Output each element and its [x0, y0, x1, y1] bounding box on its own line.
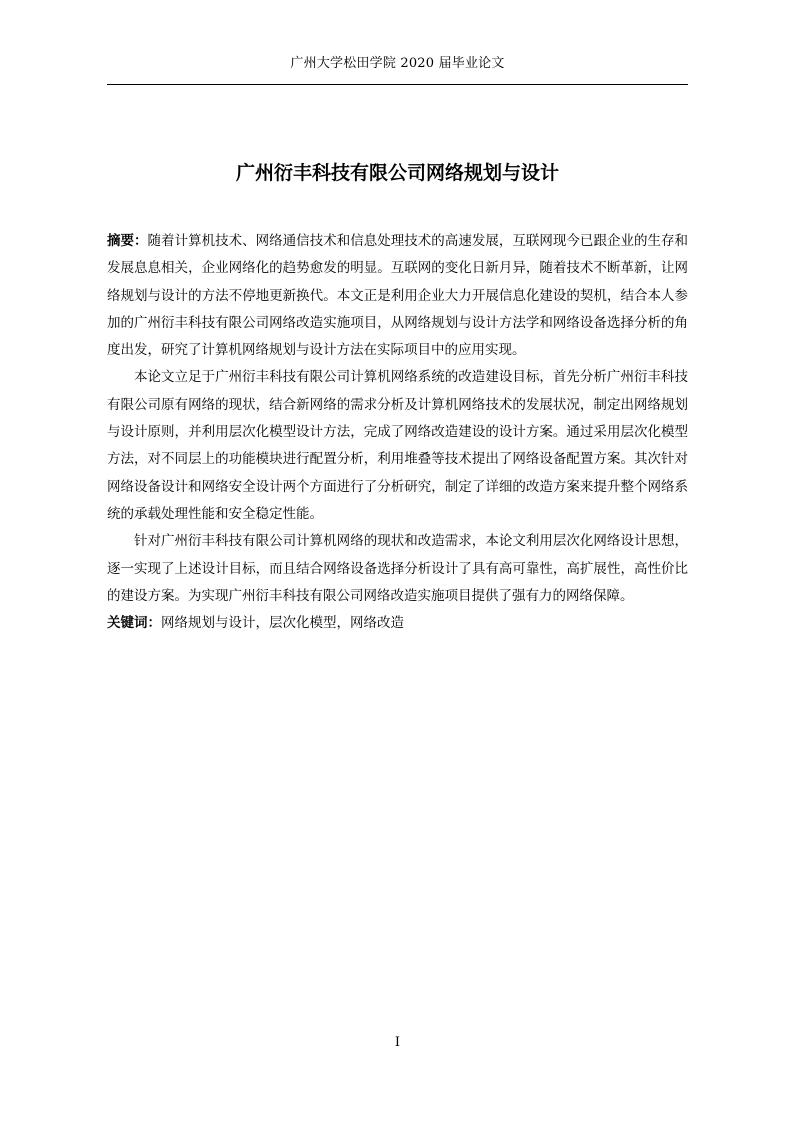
keywords-line [107, 610, 688, 637]
thesis-title: 广州衍丰科技有限公司网络规划与设计 [235, 162, 559, 184]
header-rule [107, 84, 688, 85]
abstract-paragraph-1 [107, 228, 688, 364]
abstract-paragraph-1-text: 随着计算机技术、网络通信技术和信息处理技术的高速发展，互联网现今已跟企业的生存和发展息息相关，企业网络化的趋势愈发的明显。互联网的变化日新月异，随着技术不断革新，让网络规划与设计的方法不停地更新换代。本文正是利用企业大力开展信息化建设的契机，结合本人参加的广州衍丰科技有限公司网络改造实施项目，从网络规划与设计方法学和网络设备选择分析的角度出发，研究了计算机网络规划与设计方法在实际项目中的应用实现。 [107, 233, 689, 359]
abstract-paragraph-3: 针对广州衍丰科技有限公司计算机网络的现状和改造需求，本论文利用层次化网络设计思想，逐一实现了上述设计目标，而且结合网络设备选择分析设计了具有高可靠性，高扩展性，高性价比的建设方案。为实现广州衍丰科技有限公司网络改造实施项目提供了强有力的网络保障。 [107, 533, 688, 604]
page-number: I [394, 1035, 401, 1050]
keywords-text: 网络规划与设计，层次化模型，网络改造 [161, 615, 404, 632]
abstract-label: 摘要： [107, 233, 148, 249]
abstract-section [107, 228, 688, 637]
keywords-label: 关键词： [107, 615, 161, 632]
running-header: 广州大学松田学院 2020 届毕业论文 [290, 56, 505, 71]
abstract-paragraph-2: 本论文立足于广州衍丰科技有限公司计算机网络系统的改造建设目标，首先分析广州衍丰科技有限公司原有网络的现状，结合新网络的需求分析及计算机网络技术的发展状况，制定出网络规划与设计原则，并利用层次化模型设计方法，完成了网络改造建设的设计方案。通过采用层次化模型方法，对不同层上的功能模块进行配置分析，利用堆叠等技术提出了网络设备配置方案。其次针对网络设备设计和网络安全设计两个方面进行了分析研究，制定了详细的改造方案来提升整个网络系统的承载处理性能和安全稳定性能。 [107, 369, 688, 522]
